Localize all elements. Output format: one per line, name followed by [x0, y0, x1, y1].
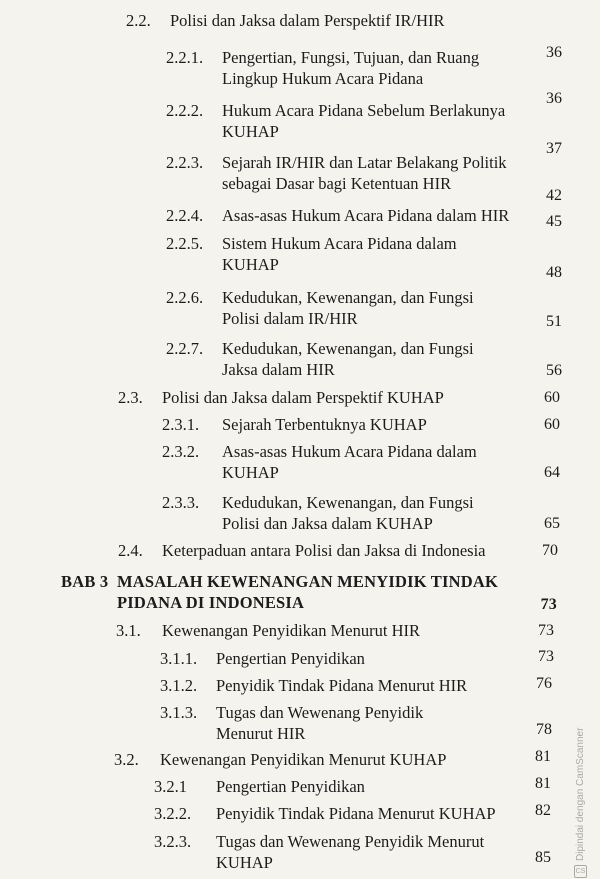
- toc-page-number: 36: [546, 44, 562, 61]
- toc-number: 2.2.4.: [166, 206, 204, 225]
- toc-page-number: 56: [546, 362, 562, 379]
- toc-title: Sistem Hukum Acara Pidana dalam KUHAP: [222, 234, 457, 274]
- toc-title: Pengertian Penyidikan: [216, 777, 365, 796]
- toc-title: Polisi dan Jaksa dalam Perspektif IR/HIR: [170, 11, 445, 30]
- toc-page-number: 73: [538, 648, 554, 665]
- toc-title: Asas-asas Hukum Acara Pidana dalam KUHAP: [222, 442, 477, 482]
- toc-number: 2.2.: [126, 11, 151, 30]
- toc-page-number: 73: [538, 622, 554, 639]
- toc-title: Pengertian, Fungsi, Tujuan, dan Ruang Lingkup Hukum Acara Pidana: [222, 48, 480, 88]
- scanner-watermark: [574, 728, 587, 878]
- toc-page-number: 64: [544, 464, 560, 481]
- toc-title: Tugas dan Wewenang Penyidik Menurut KUHAP: [216, 832, 485, 872]
- toc-page-number: 65: [544, 515, 560, 532]
- toc-number: 2.2.6.: [166, 288, 204, 307]
- toc-page-number: 81: [535, 748, 551, 765]
- toc-number: 3.2.2.: [154, 804, 192, 823]
- toc-page-number: 37: [546, 140, 562, 157]
- toc-number: 2.2.7.: [166, 339, 204, 358]
- toc-number: 3.2.1: [154, 777, 187, 796]
- toc-number: 3.1.1.: [160, 649, 198, 668]
- toc-page-number: 51: [546, 313, 562, 330]
- toc-number: 3.1.: [116, 621, 141, 640]
- toc-title: Polisi dan Jaksa dalam Perspektif KUHAP: [162, 388, 444, 407]
- toc-number: 3.1.3.: [160, 703, 198, 722]
- toc-number: 2.2.1.: [166, 48, 204, 67]
- toc-number: 2.3.3.: [162, 493, 200, 512]
- toc-page-number: 42: [546, 187, 562, 204]
- toc-number: 2.3.2.: [162, 442, 200, 461]
- toc-number: 2.3.: [118, 388, 143, 407]
- chapter-title: MASALAH KEWENANGAN MENYIDIK TINDAK PIDANA DI INDONESIA: [117, 572, 498, 612]
- toc-number: 3.1.2.: [160, 676, 198, 695]
- toc-title: Kewenangan Penyidikan Menurut KUHAP: [160, 750, 447, 769]
- toc-page-number: 76: [536, 675, 552, 692]
- toc-page-number: 36: [546, 90, 562, 107]
- toc-number: 2.2.2.: [166, 101, 204, 120]
- toc-title: Hukum Acara Pidana Sebelum Berlakunya KUHAP: [222, 101, 506, 141]
- toc-title: Keterpaduan antara Polisi dan Jaksa di Indonesia: [162, 541, 486, 560]
- toc-number: 2.3.1.: [162, 415, 200, 434]
- toc-page-number: 60: [544, 416, 560, 433]
- toc-page-number: 60: [544, 389, 560, 406]
- toc-title: Sejarah Terbentuknya KUHAP: [222, 415, 427, 434]
- toc-page-number: 78: [536, 721, 552, 738]
- watermark-text: Dipindai dengan CamScanner: [575, 727, 586, 861]
- toc-title: Asas-asas Hukum Acara Pidana dalam HIR: [222, 206, 510, 225]
- toc-number: 2.2.3.: [166, 153, 204, 172]
- toc-title: Sejarah IR/HIR dan Latar Belakang Politik sebagai Dasar bagi Ketentuan HIR: [222, 153, 507, 193]
- toc-page-number: 82: [535, 802, 551, 819]
- toc-title: Penyidik Tindak Pidana Menurut KUHAP: [216, 804, 496, 823]
- toc-title: Tugas dan Wewenang Penyidik Menurut HIR: [216, 703, 424, 743]
- toc-title: Pengertian Penyidikan: [216, 649, 365, 668]
- toc-title: Kewenangan Penyidikan Menurut HIR: [162, 621, 420, 640]
- toc-title: Penyidik Tindak Pidana Menurut HIR: [216, 676, 468, 695]
- toc-page-number: 48: [546, 264, 562, 281]
- toc-page-number: 81: [535, 775, 551, 792]
- toc-page-number: 70: [542, 542, 558, 559]
- toc-page-number: 85: [535, 849, 551, 866]
- toc-number: 2.2.5.: [166, 234, 204, 253]
- toc-title: Kedudukan, Kewenangan, dan Fungsi Polisi dalam IR/HIR: [222, 288, 474, 328]
- toc-number: 2.4.: [118, 541, 143, 560]
- toc-title: Kedudukan, Kewenangan, dan Fungsi Jaksa dalam HIR: [222, 339, 474, 379]
- toc-number: 3.2.: [114, 750, 139, 769]
- toc-page-number: 45: [546, 213, 562, 230]
- toc-page-number: 73: [540, 596, 557, 613]
- toc-title: Kedudukan, Kewenangan, dan Fungsi Polisi dan Jaksa dalam KUHAP: [222, 493, 474, 533]
- camscanner-icon: CS: [574, 865, 587, 878]
- chapter-number: BAB 3: [61, 572, 109, 591]
- toc-number: 3.2.3.: [154, 832, 192, 851]
